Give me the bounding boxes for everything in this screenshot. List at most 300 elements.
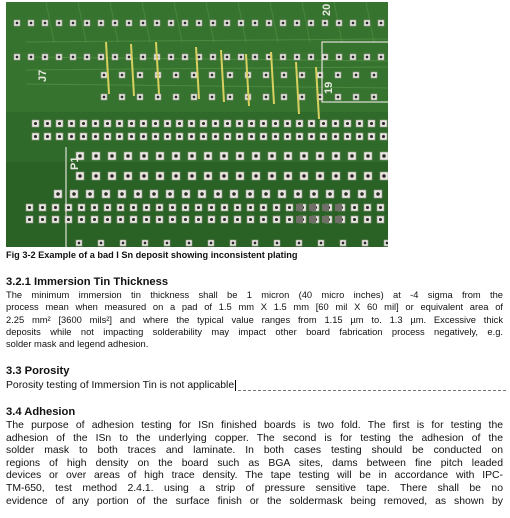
- pad-hole: [226, 122, 229, 125]
- adhesion-paragraph: [6, 420, 503, 508]
- pad-hole: [121, 96, 124, 99]
- pad-hole: [310, 122, 313, 125]
- pad-hole: [301, 96, 304, 99]
- pad-hole: [44, 56, 47, 59]
- pad-hole: [122, 242, 125, 245]
- pad-hole: [382, 135, 385, 138]
- pad-hole: [210, 206, 213, 209]
- pad-hole: [184, 56, 187, 59]
- pad-hole: [86, 56, 89, 59]
- pad-hole: [88, 192, 92, 196]
- pad-hole: [232, 192, 236, 196]
- paragraph-line: adhesion of the ISn to the underlying copper. The second is for testing the adhesion of the: [6, 432, 503, 444]
- pad-hole: [274, 135, 277, 138]
- pad-hole: [249, 218, 252, 221]
- pad-hole: [171, 206, 174, 209]
- pad-hole: [30, 56, 33, 59]
- pad-hole: [280, 192, 284, 196]
- defective-pad: [296, 204, 303, 211]
- pad-hole: [198, 56, 201, 59]
- pad-hole: [270, 154, 274, 158]
- pad-hole: [178, 135, 181, 138]
- pad-hole: [166, 122, 169, 125]
- defective-pad: [322, 204, 329, 211]
- pad-hole: [342, 242, 345, 245]
- pad-hole: [130, 122, 133, 125]
- pad-hole: [310, 135, 313, 138]
- pad-hole: [334, 174, 338, 178]
- pad-hole: [158, 154, 162, 158]
- pad-hole: [358, 122, 361, 125]
- paragraph-line: evidence of any portion of the surface finish or the soldermask being removed, as shown by: [6, 495, 503, 507]
- paragraph-line: 2.25 mm² [3600 mils²] and where the typical value ranges from 1.15 µm to. 1.3 µm. Excessive thick: [6, 314, 503, 325]
- pad-hole: [310, 56, 313, 59]
- pad-hole: [145, 206, 148, 209]
- pad-hole: [296, 192, 300, 196]
- pad-hole: [288, 218, 291, 221]
- pad-hole: [46, 122, 49, 125]
- pad-hole: [379, 218, 382, 221]
- pad-hole: [286, 154, 290, 158]
- pad-hole: [58, 122, 61, 125]
- paragraph-line: solder mask to both traces and laminate. In both cases testing should be conducted on: [6, 445, 503, 457]
- pad-hole: [366, 218, 369, 221]
- pad-hole: [254, 56, 257, 59]
- pad-hole: [334, 135, 337, 138]
- pad-hole: [355, 96, 358, 99]
- pad-hole: [118, 135, 121, 138]
- pad-hole: [238, 174, 242, 178]
- pad-hole: [286, 122, 289, 125]
- pad-hole: [72, 22, 75, 25]
- pad-hole: [190, 135, 193, 138]
- pad-hole: [254, 154, 258, 158]
- pad-hole: [370, 135, 373, 138]
- pad-hole: [104, 192, 108, 196]
- pad-hole: [320, 242, 323, 245]
- pad-hole: [206, 154, 210, 158]
- pad-hole: [80, 206, 83, 209]
- pad-hole: [353, 218, 356, 221]
- pad-hole: [301, 74, 304, 77]
- porosity-text: Porosity testing of Immersion Tin is not applicable: [6, 380, 235, 391]
- pad-hole: [328, 192, 332, 196]
- pad-hole: [210, 242, 213, 245]
- pad-hole: [103, 74, 106, 77]
- pad-hole: [114, 22, 117, 25]
- pad-hole: [380, 56, 383, 59]
- pad-hole: [58, 56, 61, 59]
- pad-hole: [142, 56, 145, 59]
- pad-hole: [236, 218, 239, 221]
- pad-hole: [184, 206, 187, 209]
- pad-hole: [324, 22, 327, 25]
- pad-hole: [94, 135, 97, 138]
- pad-hole: [350, 174, 354, 178]
- pad-hole: [174, 154, 178, 158]
- pad-hole: [322, 122, 325, 125]
- pad-hole: [34, 122, 37, 125]
- pad-hole: [142, 122, 145, 125]
- pad-hole: [366, 22, 369, 25]
- pad-hole: [288, 206, 291, 209]
- pad-hole: [142, 174, 146, 178]
- pad-hole: [94, 154, 98, 158]
- pad-hole: [338, 56, 341, 59]
- pad-hole: [366, 154, 370, 158]
- pad-hole: [226, 135, 229, 138]
- pad-hole: [46, 135, 49, 138]
- pad-hole: [298, 122, 301, 125]
- pad-hole: [346, 122, 349, 125]
- pad-hole: [380, 22, 383, 25]
- porosity-text-row[interactable]: [6, 380, 506, 391]
- pad-hole: [254, 174, 258, 178]
- pad-hole: [197, 218, 200, 221]
- pad-hole: [136, 192, 140, 196]
- pad-hole: [274, 122, 277, 125]
- pad-hole: [275, 218, 278, 221]
- pad-hole: [67, 206, 70, 209]
- pcb-photo: [6, 2, 388, 247]
- dashed-line: [238, 381, 506, 391]
- paragraph-line: regions of high density on the board such as BGA sites, dams between fine pitch leaded: [6, 457, 503, 469]
- pad-hole: [319, 74, 322, 77]
- pad-hole: [264, 192, 268, 196]
- pad-hole: [366, 174, 370, 178]
- pad-hole: [41, 218, 44, 221]
- pad-hole: [166, 242, 169, 245]
- pad-hole: [248, 192, 252, 196]
- pad-hole: [67, 218, 70, 221]
- pad-hole: [262, 122, 265, 125]
- pad-hole: [238, 154, 242, 158]
- pad-hole: [78, 242, 81, 245]
- pad-hole: [210, 218, 213, 221]
- pad-hole: [202, 135, 205, 138]
- pad-hole: [157, 96, 160, 99]
- pad-hole: [110, 154, 114, 158]
- pad-hole: [139, 96, 142, 99]
- pad-hole: [121, 74, 124, 77]
- pad-hole: [322, 135, 325, 138]
- pad-hole: [282, 22, 285, 25]
- pad-hole: [58, 135, 61, 138]
- pad-hole: [262, 135, 265, 138]
- defective-pad: [322, 216, 329, 223]
- pad-hole: [262, 218, 265, 221]
- paragraph-line: deposits while not impacting solderability may impact other board fabrication process negatively, e.g.: [6, 326, 503, 337]
- pad-hole: [276, 242, 279, 245]
- pad-hole: [296, 22, 299, 25]
- pad-hole: [188, 242, 191, 245]
- pad-hole: [16, 56, 19, 59]
- pad-hole: [373, 96, 376, 99]
- pad-hole: [249, 206, 252, 209]
- defective-pad: [309, 216, 316, 223]
- pad-hole: [212, 56, 215, 59]
- pad-hole: [268, 56, 271, 59]
- pad-hole: [41, 206, 44, 209]
- pad-hole: [184, 192, 188, 196]
- pad-hole: [44, 22, 47, 25]
- silkscreen-label: J7: [37, 69, 49, 82]
- pad-hole: [193, 96, 196, 99]
- pad-hole: [382, 122, 385, 125]
- pad-hole: [223, 218, 226, 221]
- pad-hole: [366, 206, 369, 209]
- paragraph-line: solder mask and legend adhesion.: [6, 339, 149, 350]
- pad-hole: [222, 174, 226, 178]
- paragraph-line: TM-650, test method 2.4.1. using a strip of pressure sensitive tape. There shall be no: [6, 482, 503, 494]
- pad-hole: [142, 135, 145, 138]
- pad-hole: [312, 192, 316, 196]
- paragraph-line: process mean when measured on a pad of 1.5 mm X 1.5 mm [60 mil X 60 mil] or equivalent area of: [6, 302, 503, 313]
- pad-hole: [366, 56, 369, 59]
- pad-hole: [338, 22, 341, 25]
- pad-hole: [100, 242, 103, 245]
- pad-hole: [94, 174, 98, 178]
- pad-hole: [364, 242, 367, 245]
- pad-hole: [154, 135, 157, 138]
- pad-hole: [382, 154, 386, 158]
- pad-hole: [265, 96, 268, 99]
- pad-hole: [174, 174, 178, 178]
- pad-hole: [355, 74, 358, 77]
- pad-hole: [337, 74, 340, 77]
- pad-hole: [118, 122, 121, 125]
- pad-hole: [193, 74, 196, 77]
- pad-hole: [352, 22, 355, 25]
- pad-hole: [286, 174, 290, 178]
- pad-hole: [168, 192, 172, 196]
- pad-hole: [54, 206, 57, 209]
- pad-hole: [106, 135, 109, 138]
- paragraph-line: The minimum immersion tin thickness shall be 1 micron (40 micro inches) at -4 sigma from the: [6, 290, 503, 300]
- defective-pad: [335, 216, 342, 223]
- pad-hole: [16, 22, 19, 25]
- pad-hole: [70, 122, 73, 125]
- pad-hole: [310, 22, 313, 25]
- pad-hole: [175, 96, 178, 99]
- pad-hole: [100, 22, 103, 25]
- pad-hole: [142, 154, 146, 158]
- paragraph-line: devices or over areas of high trace density. The tape testing will be in accordance with IPC-: [6, 470, 503, 482]
- section-heading-porosity: 3.3 Porosity: [6, 365, 70, 377]
- pad-hole: [202, 122, 205, 125]
- section-heading-adhesion: 3.4 Adhesion: [6, 406, 76, 418]
- pad-hole: [34, 135, 37, 138]
- pad-hole: [93, 218, 96, 221]
- pad-hole: [296, 56, 299, 59]
- pad-hole: [154, 122, 157, 125]
- pad-hole: [175, 74, 178, 77]
- pad-hole: [142, 22, 145, 25]
- pad-hole: [240, 22, 243, 25]
- pad-hole: [130, 135, 133, 138]
- pad-hole: [302, 174, 306, 178]
- pad-hole: [286, 135, 289, 138]
- pad-hole: [346, 135, 349, 138]
- pad-hole: [232, 242, 235, 245]
- pad-hole: [298, 242, 301, 245]
- silkscreen-label: P1: [69, 156, 81, 170]
- text-cursor: [235, 380, 236, 391]
- pad-hole: [318, 154, 322, 158]
- pad-hole: [262, 206, 265, 209]
- pad-hole: [190, 154, 194, 158]
- pad-hole: [198, 22, 201, 25]
- pad-hole: [100, 56, 103, 59]
- paragraph-line: The purpose of adhesion testing for ISn finished boards is two fold. The first is for testing the: [6, 420, 503, 431]
- pad-hole: [30, 22, 33, 25]
- pad-hole: [166, 135, 169, 138]
- pad-hole: [110, 174, 114, 178]
- pad-hole: [370, 122, 373, 125]
- pad-hole: [184, 22, 187, 25]
- pad-hole: [298, 135, 301, 138]
- pad-hole: [214, 135, 217, 138]
- pad-hole: [106, 122, 109, 125]
- pad-hole: [360, 192, 364, 196]
- pad-hole: [145, 218, 148, 221]
- pad-hole: [334, 122, 337, 125]
- pad-hole: [103, 96, 106, 99]
- pad-hole: [156, 22, 159, 25]
- pad-hole: [212, 22, 215, 25]
- pad-hole: [379, 206, 382, 209]
- pad-hole: [270, 174, 274, 178]
- pad-hole: [268, 22, 271, 25]
- pad-hole: [318, 174, 322, 178]
- pad-hole: [28, 206, 31, 209]
- pad-hole: [184, 218, 187, 221]
- pad-hole: [358, 135, 361, 138]
- pad-hole: [106, 218, 109, 221]
- pad-hole: [82, 122, 85, 125]
- pad-hole: [200, 192, 204, 196]
- pad-hole: [94, 122, 97, 125]
- pad-hole: [126, 154, 130, 158]
- pad-hole: [229, 74, 232, 77]
- pad-hole: [120, 192, 124, 196]
- pad-hole: [254, 22, 257, 25]
- pad-hole: [223, 206, 226, 209]
- pad-hole: [350, 154, 354, 158]
- pad-hole: [171, 218, 174, 221]
- pad-hole: [132, 206, 135, 209]
- pad-hole: [132, 218, 135, 221]
- pad-hole: [28, 218, 31, 221]
- pad-hole: [128, 22, 131, 25]
- pad-hole: [80, 218, 83, 221]
- pad-hole: [382, 174, 386, 178]
- pad-hole: [283, 96, 286, 99]
- pad-hole: [254, 242, 257, 245]
- pad-hole: [324, 56, 327, 59]
- pad-hole: [240, 56, 243, 59]
- pad-hole: [144, 242, 147, 245]
- pad-hole: [58, 22, 61, 25]
- pad-hole: [158, 206, 161, 209]
- section-heading-immersion-tin-thickness: 3.2.1 Immersion Tin Thickness: [6, 276, 169, 288]
- pcb-image: [6, 2, 388, 247]
- pad-hole: [265, 74, 268, 77]
- pad-hole: [119, 218, 122, 221]
- pad-hole: [238, 135, 241, 138]
- pad-hole: [302, 154, 306, 158]
- pad-hole: [119, 206, 122, 209]
- pad-hole: [250, 122, 253, 125]
- pad-hole: [54, 218, 57, 221]
- defective-pad: [296, 216, 303, 223]
- pad-hole: [250, 135, 253, 138]
- pad-hole: [226, 56, 229, 59]
- pad-hole: [229, 96, 232, 99]
- pad-hole: [93, 206, 96, 209]
- pad-hole: [70, 135, 73, 138]
- pad-hole: [211, 96, 214, 99]
- pad-hole: [211, 74, 214, 77]
- pad-hole: [334, 154, 338, 158]
- silkscreen-label: 20: [321, 3, 333, 16]
- pad-hole: [126, 174, 130, 178]
- pad-hole: [106, 206, 109, 209]
- pad-hole: [56, 192, 60, 196]
- pad-hole: [86, 22, 89, 25]
- pad-hole: [352, 56, 355, 59]
- pad-hole: [178, 122, 181, 125]
- pad-hole: [72, 56, 75, 59]
- pad-hole: [158, 218, 161, 221]
- pad-hole: [128, 56, 131, 59]
- pad-hole: [222, 154, 226, 158]
- defective-pad: [309, 204, 316, 211]
- pad-hole: [139, 74, 142, 77]
- pad-hole: [197, 206, 200, 209]
- pad-hole: [283, 74, 286, 77]
- pad-hole: [72, 192, 76, 196]
- pad-hole: [282, 56, 285, 59]
- pad-hole: [152, 192, 156, 196]
- pad-hole: [238, 122, 241, 125]
- pad-hole: [353, 206, 356, 209]
- pad-hole: [206, 174, 210, 178]
- pad-hole: [344, 192, 348, 196]
- pad-hole: [373, 74, 376, 77]
- pad-hole: [170, 22, 173, 25]
- defective-pad: [335, 204, 342, 211]
- pad-hole: [170, 56, 173, 59]
- pad-hole: [275, 206, 278, 209]
- pad-hole: [82, 135, 85, 138]
- pad-hole: [190, 174, 194, 178]
- pad-hole: [319, 96, 322, 99]
- pad-hole: [78, 174, 82, 178]
- pad-hole: [114, 56, 117, 59]
- pad-hole: [376, 192, 380, 196]
- pad-hole: [337, 96, 340, 99]
- immersion-tin-thickness-paragraph: [6, 289, 503, 350]
- pad-hole: [158, 174, 162, 178]
- silkscreen-label: 19: [323, 81, 335, 94]
- pad-hole: [226, 22, 229, 25]
- pad-hole: [190, 122, 193, 125]
- pad-hole: [216, 192, 220, 196]
- pad-hole: [236, 206, 239, 209]
- pad-hole: [214, 122, 217, 125]
- figure-caption: Fig 3-2 Example of a bad I Sn deposit showing inconsistent plating: [6, 250, 298, 260]
